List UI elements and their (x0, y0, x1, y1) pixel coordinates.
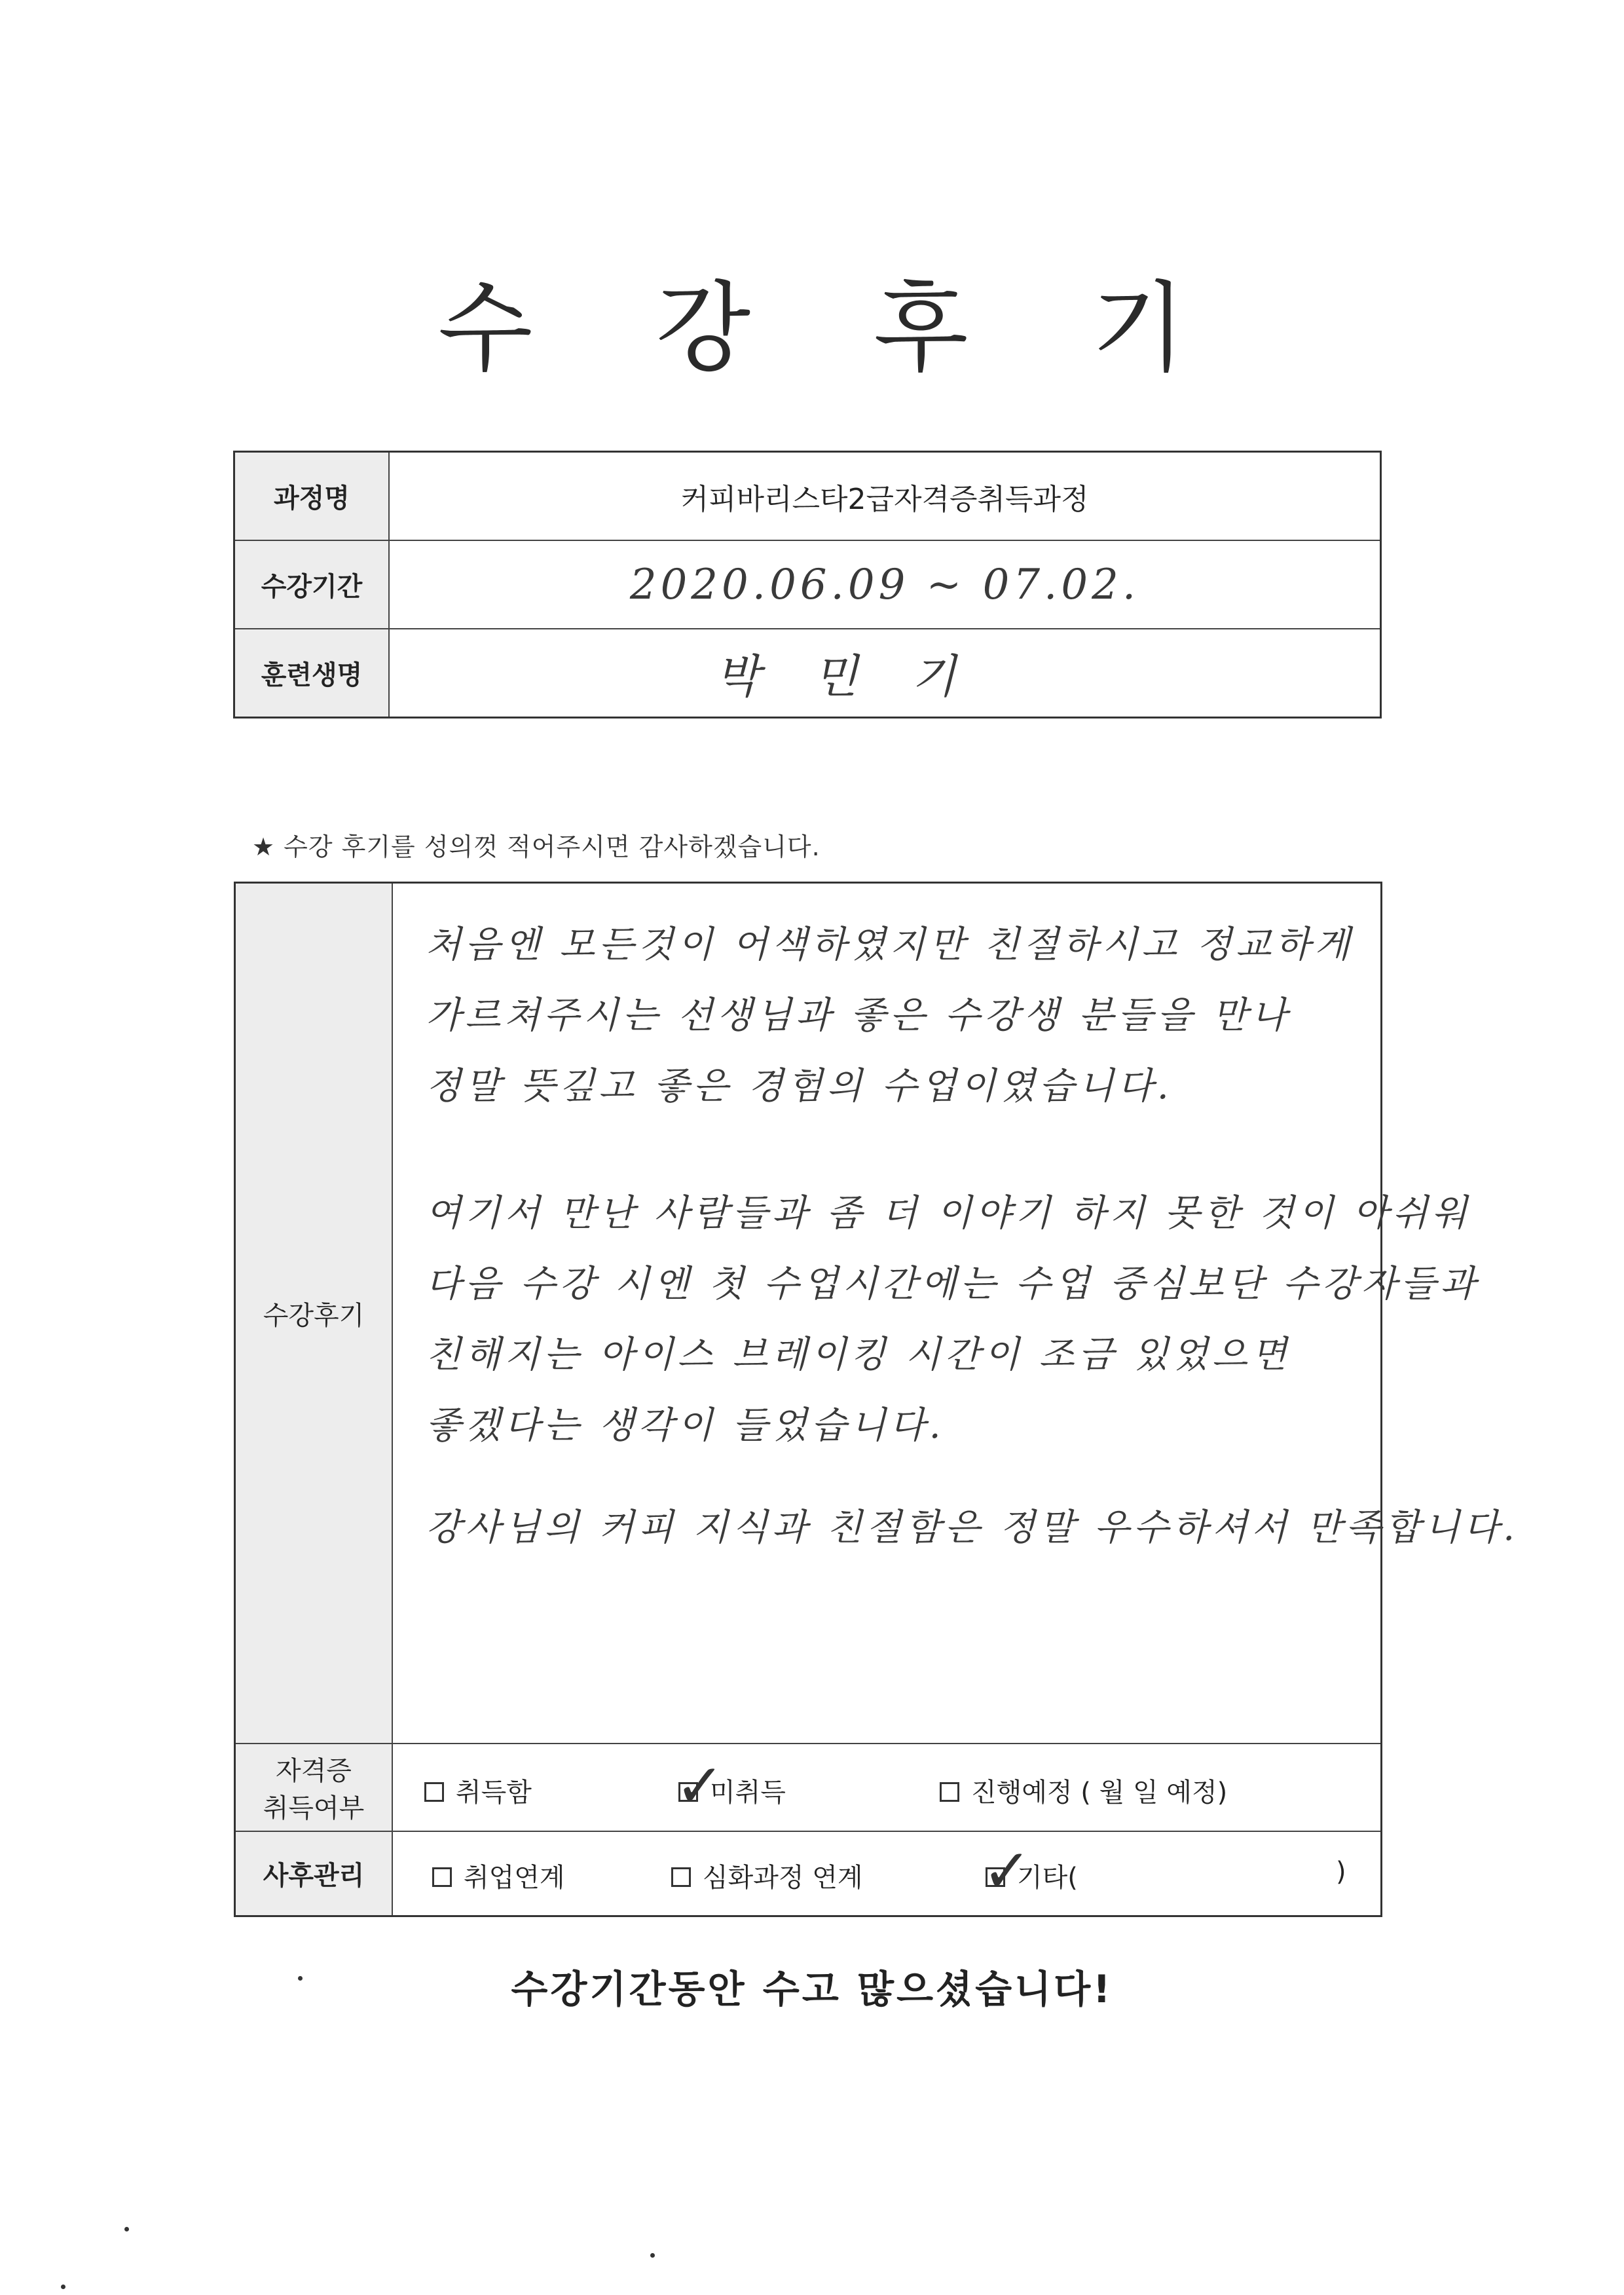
aftercare-option-other-label: 기타( (1017, 1863, 1078, 1893)
cert-label-line1: 자격증 (276, 1756, 352, 1786)
checkmark-icon: ✓ (982, 1837, 1032, 1905)
aftercare-options (392, 1831, 1382, 1916)
review-line: 강사님의 커피 지식과 친절함은 정말 우수하셔서 만족합니다. (426, 1506, 1519, 1549)
checkbox-icon[interactable] (424, 1782, 444, 1802)
checkbox-icon[interactable] (671, 1867, 691, 1887)
review-line: 가르쳐주시는 선생님과 좋은 수강생 분들을 만나 (426, 994, 1291, 1037)
course-name-value: 커피바리스타2급자격증취득과정 (389, 452, 1381, 541)
cert-status-options (392, 1744, 1382, 1831)
course-info-table (233, 451, 1382, 718)
course-period-value (389, 540, 1381, 629)
course-period-label: 수강기간 (234, 540, 390, 629)
course-name-label: 과정명 (234, 452, 390, 541)
review-paragraph-1 (426, 910, 1354, 1122)
cert-option-in-progress-label: 진행예정 ( 월 일 예정) (971, 1778, 1228, 1808)
review-body (392, 883, 1519, 1744)
cert-status-label (235, 1744, 393, 1831)
aftercare-label: 사후관리 (235, 1831, 393, 1916)
review-paragraph-2 (426, 1178, 1479, 1461)
trainee-name-value (389, 629, 1381, 718)
notice-text: ★ 수강 후기를 성의껏 적어주시면 감사하겠습니다. (252, 832, 821, 861)
review-label: 수강후기 (235, 883, 393, 1744)
trainee-name-label: 훈련생명 (234, 629, 390, 718)
review-line: 여기서 만난 사람들과 좀 더 이야기 하지 못한 것이 아쉬워 (426, 1192, 1471, 1235)
review-line: 처음엔 모든것이 어색하였지만 친절하시고 정교하게 (426, 924, 1354, 966)
cert-label-line2: 취득여부 (263, 1793, 365, 1823)
aftercare-option-job[interactable] (432, 1857, 565, 1894)
review-paragraph-3 (426, 1493, 1519, 1563)
aftercare-option-advanced[interactable] (671, 1857, 863, 1894)
checkbox-icon[interactable] (982, 1837, 1032, 1905)
checkbox-icon[interactable] (940, 1782, 959, 1802)
checkbox-icon[interactable] (675, 1751, 725, 1820)
review-table (234, 882, 1519, 1917)
checkmark-icon: ✓ (675, 1751, 725, 1820)
cert-option-not-acquired[interactable] (675, 1751, 786, 1820)
scan-speck (124, 2227, 129, 2231)
review-line: 좋겠다는 생각이 들었습니다. (426, 1404, 945, 1447)
cert-option-acquired[interactable] (424, 1772, 532, 1809)
closing-message: 수강기간동안 수고 많으셨습니다! (511, 1967, 1113, 2011)
cert-option-not-acquired-label: 미취득 (710, 1778, 786, 1808)
document-title: 수 강 후 기 (437, 272, 1232, 386)
aftercare-option-other[interactable] (982, 1837, 1078, 1905)
aftercare-option-advanced-label: 심화과정 연계 (703, 1863, 863, 1893)
course-period-handwriting: 2020.06.09 ~ 07.02. (629, 560, 1140, 609)
aftercare-option-other-close: ) (1336, 1857, 1346, 1887)
review-line: 친해지는 아이스 브레이킹 시간이 조금 있었으면 (426, 1334, 1291, 1376)
cert-option-acquired-label: 취득함 (456, 1778, 532, 1808)
scan-speck (61, 2285, 65, 2289)
scan-speck (650, 2253, 655, 2258)
cert-option-in-progress[interactable] (940, 1772, 1227, 1809)
aftercare-option-job-label: 취업연계 (464, 1863, 565, 1893)
trainee-name-handwriting: 박 민 기 (715, 650, 976, 703)
checkbox-icon[interactable] (432, 1867, 452, 1887)
scan-speck (298, 1976, 303, 1981)
review-line: 정말 뜻깊고 좋은 경험의 수업이였습니다. (426, 1065, 1173, 1108)
review-line: 다음 수강 시엔 첫 수업시간에는 수업 중심보단 수강자들과 (426, 1263, 1479, 1305)
